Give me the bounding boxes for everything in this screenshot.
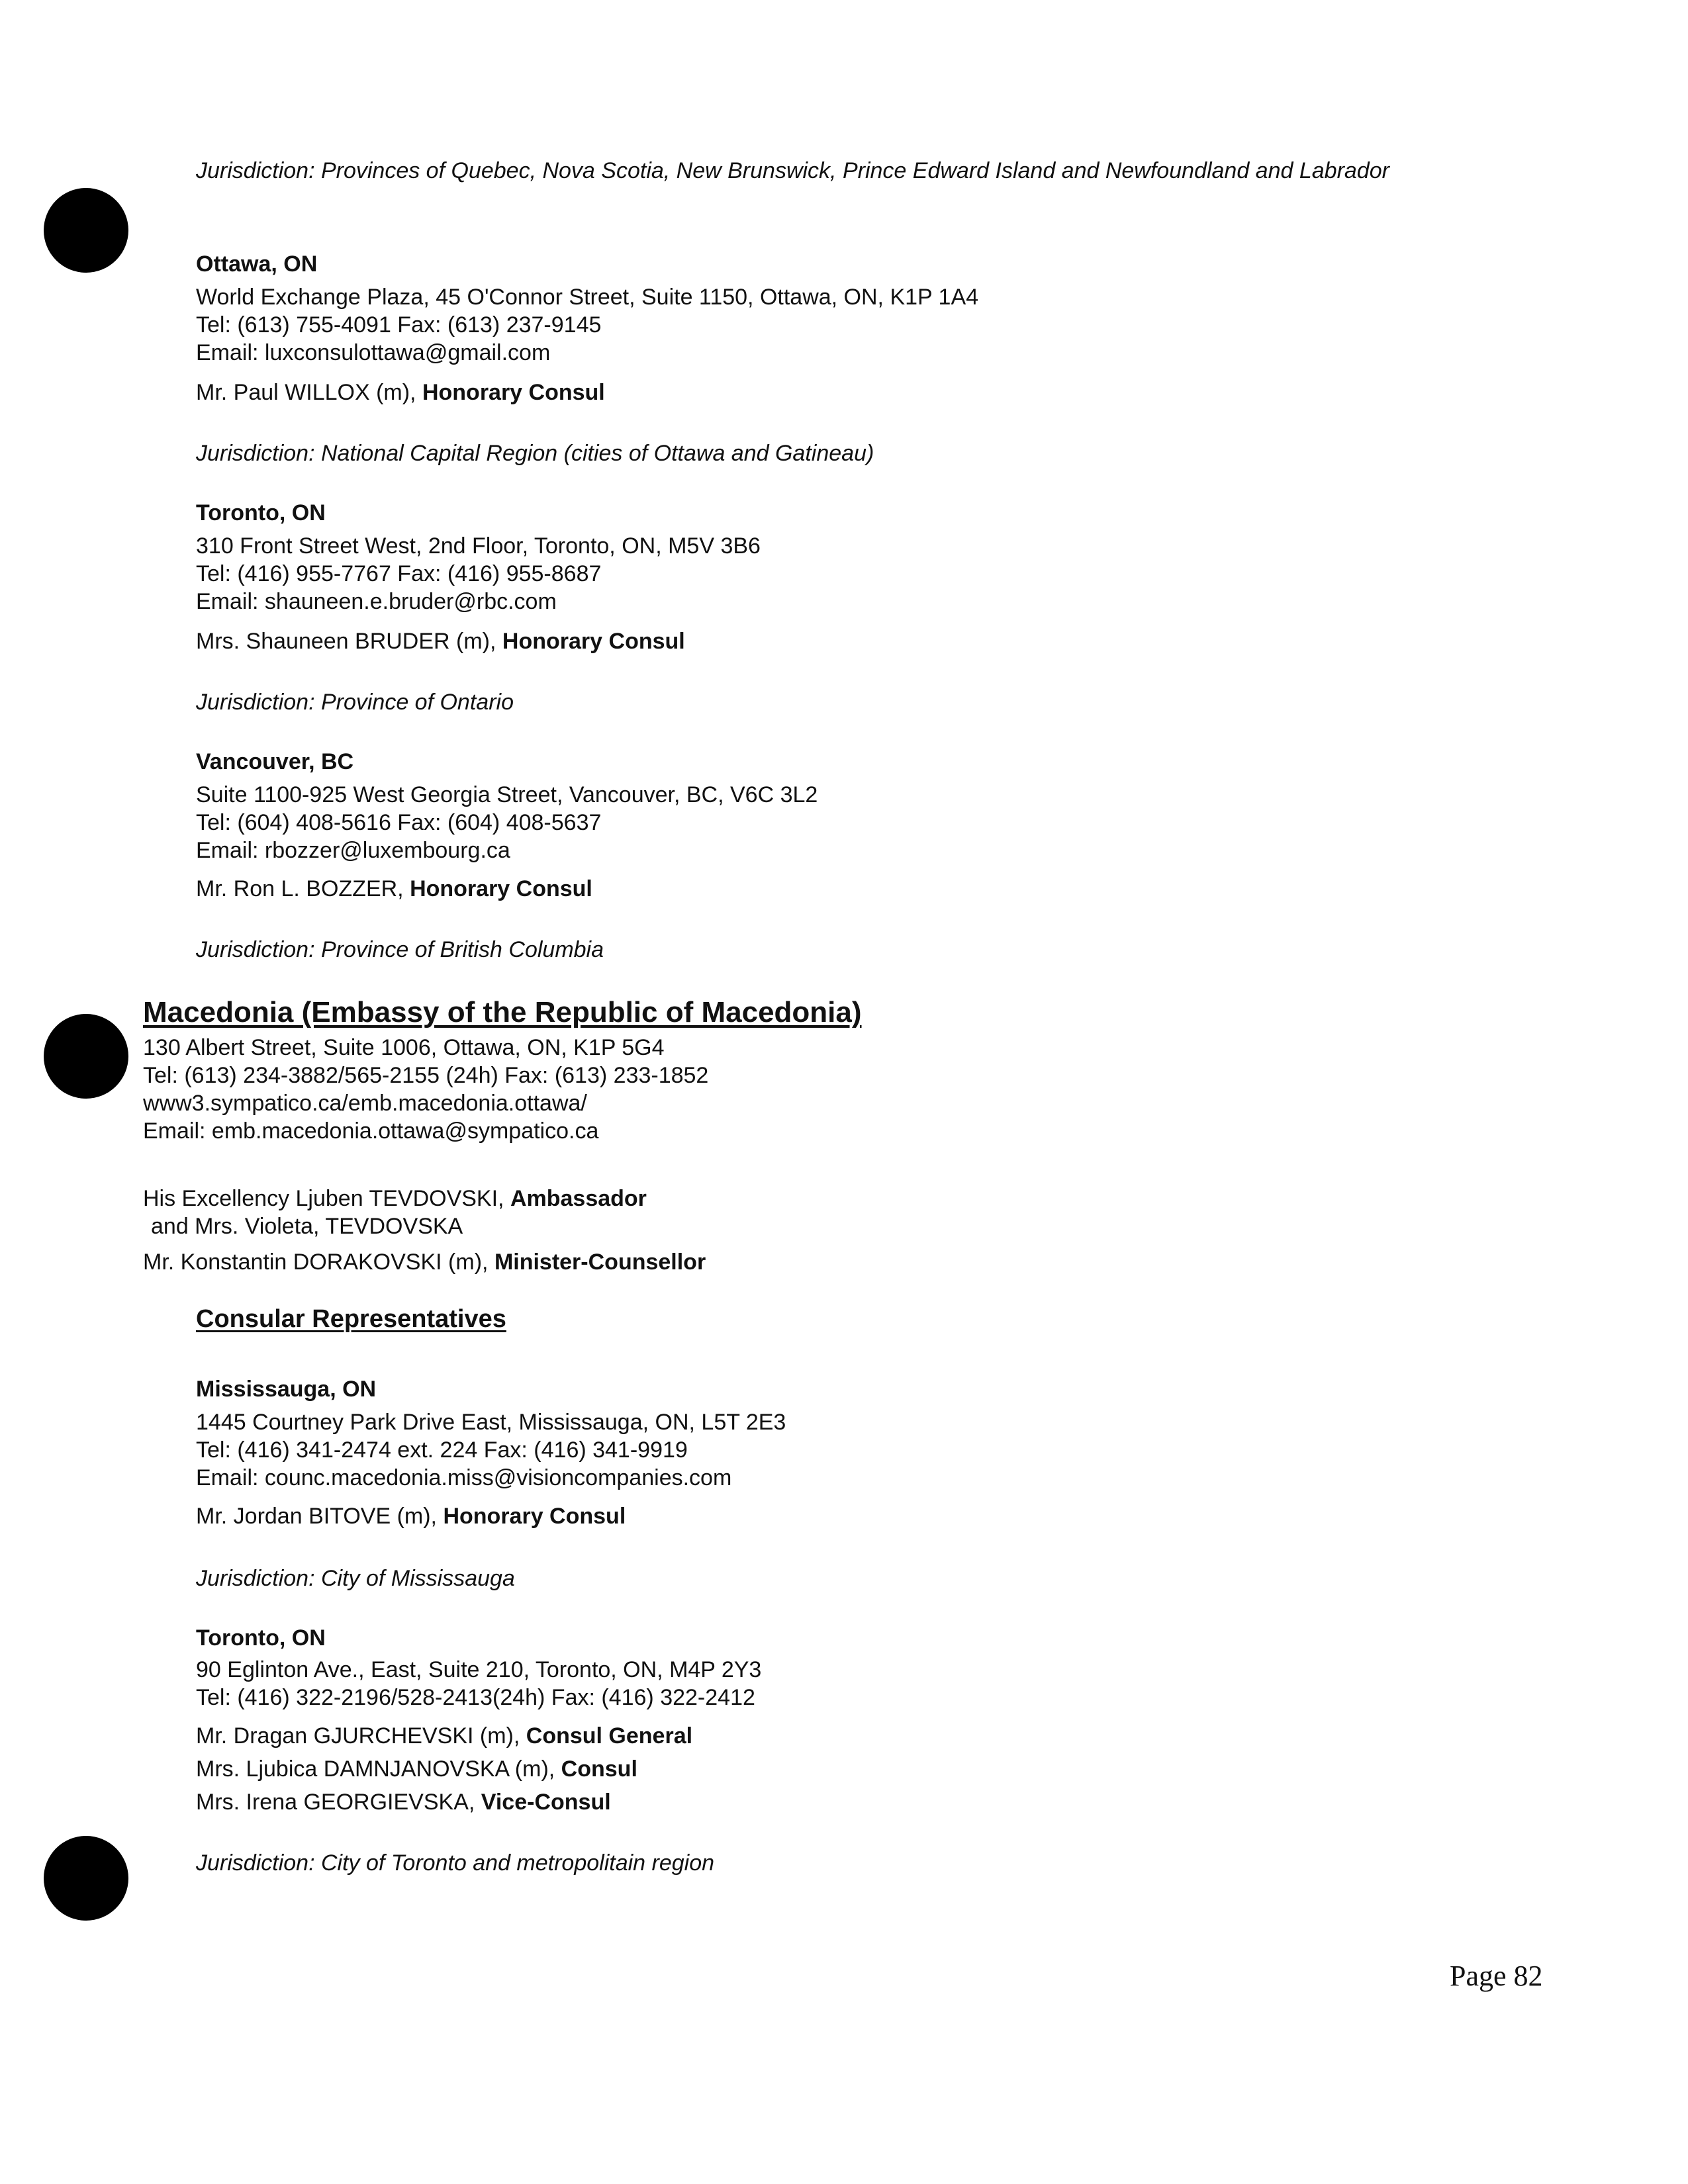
city-heading: Vancouver, BC (196, 749, 354, 774)
consul-name: Mr. Dragan GJURCHEVSKI (m), (196, 1723, 520, 1749)
consul-name: Mr. Jordan BITOVE (m), (196, 1504, 438, 1529)
consul-line (196, 1788, 611, 1816)
consul-title: Consul (561, 1756, 637, 1782)
jurisdiction-text: Jurisdiction: National Capital Region (cities of Ottawa and Gatineau) (196, 441, 874, 466)
email-line: Email: counc.macedonia.miss@visioncompanies.com (196, 1465, 732, 1490)
address-line: 90 Eglinton Ave., East, Suite 210, Toronto, ON, M4P 2Y3 (196, 1657, 762, 1682)
consul-line (196, 1502, 626, 1530)
phone-fax-line: Tel: (613) 755-4091 Fax: (613) 237-9145 (196, 312, 602, 338)
website-line: www3.sympatico.ca/emb.macedonia.ottawa/ (143, 1091, 587, 1116)
address-line: World Exchange Plaza, 45 O'Connor Street, Suite 1150, Ottawa, ON, K1P 1A4 (196, 285, 979, 310)
email-line: Email: emb.macedonia.ottawa@sympatico.ca (143, 1118, 599, 1144)
consul-title: Vice-Consul (481, 1790, 611, 1815)
consul-title: Honorary Consul (410, 876, 592, 901)
phone-fax-line: Tel: (416) 955-7767 Fax: (416) 955-8687 (196, 561, 602, 586)
consul-title: Honorary Consul (502, 629, 685, 654)
phone-fax-line: Tel: (604) 408-5616 Fax: (604) 408-5637 (196, 810, 602, 835)
city-heading: Toronto, ON (196, 500, 326, 525)
city-heading: Mississauga, ON (196, 1377, 377, 1402)
address-line: 1445 Courtney Park Drive East, Mississauga, ON, L5T 2E3 (196, 1410, 786, 1435)
consul-name: Mrs. Irena GEORGIEVSKA, (196, 1790, 475, 1815)
page-number: Page 82 (1450, 1960, 1543, 1992)
minister-title: Minister-Counsellor (494, 1250, 706, 1275)
consul-line (196, 875, 592, 903)
phone-fax-line: Tel: (416) 322-2196/528-2413(24h) Fax: (416) 322-2412 (196, 1685, 755, 1710)
ambassador-title: Ambassador (510, 1186, 647, 1211)
binder-hole-dot (44, 1014, 128, 1099)
email-line: Email: shauneen.e.bruder@rbc.com (196, 589, 557, 614)
address-line: Suite 1100-925 West Georgia Street, Vancouver, BC, V6C 3L2 (196, 782, 818, 807)
consul-name: Mrs. Ljubica DAMNJANOVSKA (m), (196, 1756, 555, 1782)
jurisdiction-text: Jurisdiction: Province of British Columbia (196, 937, 604, 962)
consul-title: Honorary Consul (443, 1504, 626, 1529)
binder-hole-dot (44, 1836, 128, 1921)
consul-name: Mr. Paul WILLOX (m), (196, 380, 416, 405)
consul-name: Mr. Ron L. BOZZER, (196, 876, 404, 901)
consul-line (196, 627, 685, 655)
consul-line (196, 379, 605, 406)
ambassador-line (143, 1185, 647, 1212)
spouse-line: and Mrs. Violeta, TEVDOVSKA (151, 1214, 463, 1239)
ambassador-name: His Excellency Ljuben TEVDOVSKI, (143, 1186, 504, 1211)
jurisdiction-text: Jurisdiction: Province of Ontario (196, 690, 514, 715)
consul-line (196, 1722, 692, 1750)
jurisdiction-text: Jurisdiction: City of Toronto and metropolitain region (196, 1850, 715, 1876)
consul-name: Mrs. Shauneen BRUDER (m), (196, 629, 496, 654)
minister-name: Mr. Konstantin DORAKOVSKI (m), (143, 1250, 489, 1275)
country-heading: Macedonia (Embassy of the Republic of Macedonia) (143, 996, 862, 1028)
city-heading: Toronto, ON (196, 1625, 326, 1651)
phone-fax-line: Tel: (416) 341-2474 ext. 224 Fax: (416) 341-9919 (196, 1437, 688, 1463)
address-line: 310 Front Street West, 2nd Floor, Toronto, ON, M5V 3B6 (196, 533, 761, 559)
consul-title: Honorary Consul (422, 380, 605, 405)
address-line: 130 Albert Street, Suite 1006, Ottawa, ON, K1P 5G4 (143, 1035, 665, 1060)
consul-line (196, 1755, 637, 1783)
consular-representatives-heading: Consular Representatives (196, 1305, 506, 1333)
email-line: Email: luxconsulottawa@gmail.com (196, 340, 551, 365)
email-line: Email: rbozzer@luxembourg.ca (196, 838, 510, 863)
city-heading: Ottawa, ON (196, 251, 318, 277)
jurisdiction-text: Jurisdiction: Provinces of Quebec, Nova Scotia, New Brunswick, Prince Edward Island and Newfoundland and Labrador (196, 158, 1389, 183)
jurisdiction-text: Jurisdiction: City of Mississauga (196, 1566, 515, 1591)
phone-fax-line: Tel: (613) 234-3882/565-2155 (24h) Fax: (613) 233-1852 (143, 1063, 709, 1088)
consul-title: Consul General (526, 1723, 693, 1749)
binder-hole-dot (44, 188, 128, 273)
minister-line (143, 1248, 706, 1276)
